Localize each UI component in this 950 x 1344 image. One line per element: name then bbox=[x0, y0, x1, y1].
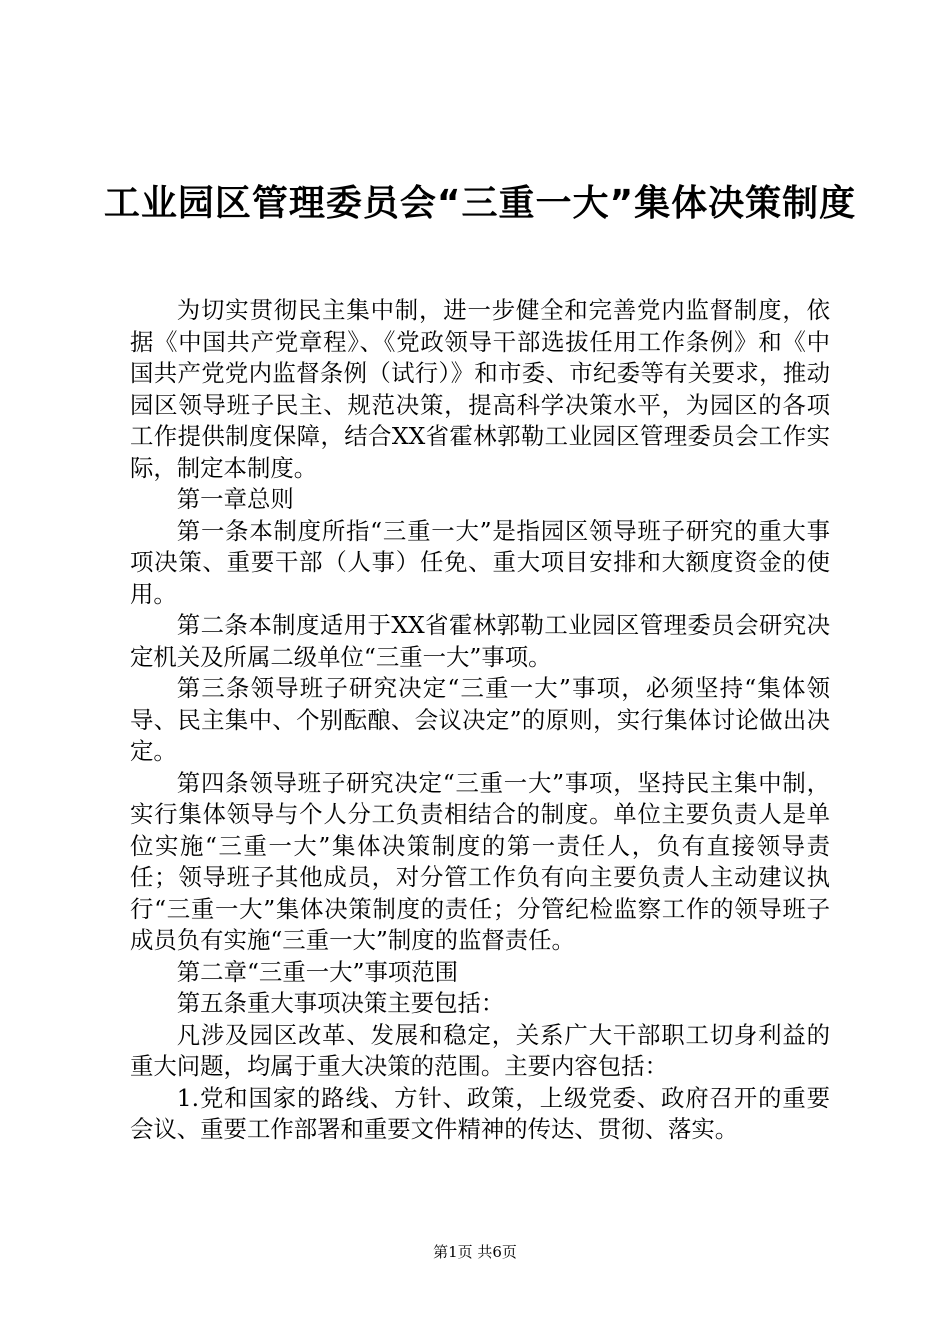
article-5-scope: 凡涉及园区改革、发展和稳定，关系广大干部职工切身利益的重大问题，均属于重大决策的范围。主要内容包括： bbox=[130, 1020, 830, 1080]
article-4: 第四条领导班子研究决定“三重一大”事项，坚持民主集中制，实行集体领导与个人分工负责相结合的制度。单位主要负责人是单位实施“三重一大”集体决策制度的第一责任人，负有直接领导责任；领导班子其他成员，对分管工作负有向主要负责人主动建议执行“三重一大”集体决策制度的责任；分管纪检监察工作的领导班子成员负有实施“三重一大”制度的监督责任。 bbox=[130, 768, 830, 954]
article-1: 第一条本制度所指“三重一大”是指园区领导班子研究的重大事项决策、重要干部（人事）任免、重大项目安排和大额度资金的使用。 bbox=[130, 516, 830, 608]
document-title: 工业园区管理委员会“三重一大”集体决策制度 bbox=[103, 183, 857, 224]
article-5: 第五条重大事项决策主要包括： bbox=[176, 989, 505, 1017]
article-2: 第二条本制度适用于XX省霍林郭勒工业园区管理委员会研究决定机关及所属二级单位“三重一大”事项。 bbox=[130, 611, 830, 671]
article-5-item-1: 1.党和国家的路线、方针、政策，上级党委、政府召开的重要会议、重要工作部署和重要文件精神的传达、贯彻、落实。 bbox=[130, 1083, 830, 1143]
page-footer: 第1页 共6页 bbox=[433, 1243, 517, 1261]
document-body bbox=[130, 295, 830, 1146]
paragraph-intro: 为切实贯彻民主集中制，进一步健全和完善党内监督制度，依据《中国共产党章程》、《党政领导干部选拔任用工作条例》和《中国共产党党内监督条例（试行）》和市委、市纪委等有关要求，推动园区领导班子民主、规范决策，提高科学决策水平，为园区的各项工作提供制度保障，结合XX省霍林郭勒工业园区管理委员会工作实际，制定本制度。 bbox=[130, 296, 830, 482]
article-3: 第三条领导班子研究决定“三重一大”事项，必须坚持“集体领导、民主集中、个别酝酿、会议决定”的原则，实行集体讨论做出决定。 bbox=[130, 674, 830, 765]
chapter-2-heading: 第二章“三重一大”事项范围 bbox=[176, 957, 459, 986]
chapter-1-heading: 第一章总则 bbox=[176, 485, 294, 513]
